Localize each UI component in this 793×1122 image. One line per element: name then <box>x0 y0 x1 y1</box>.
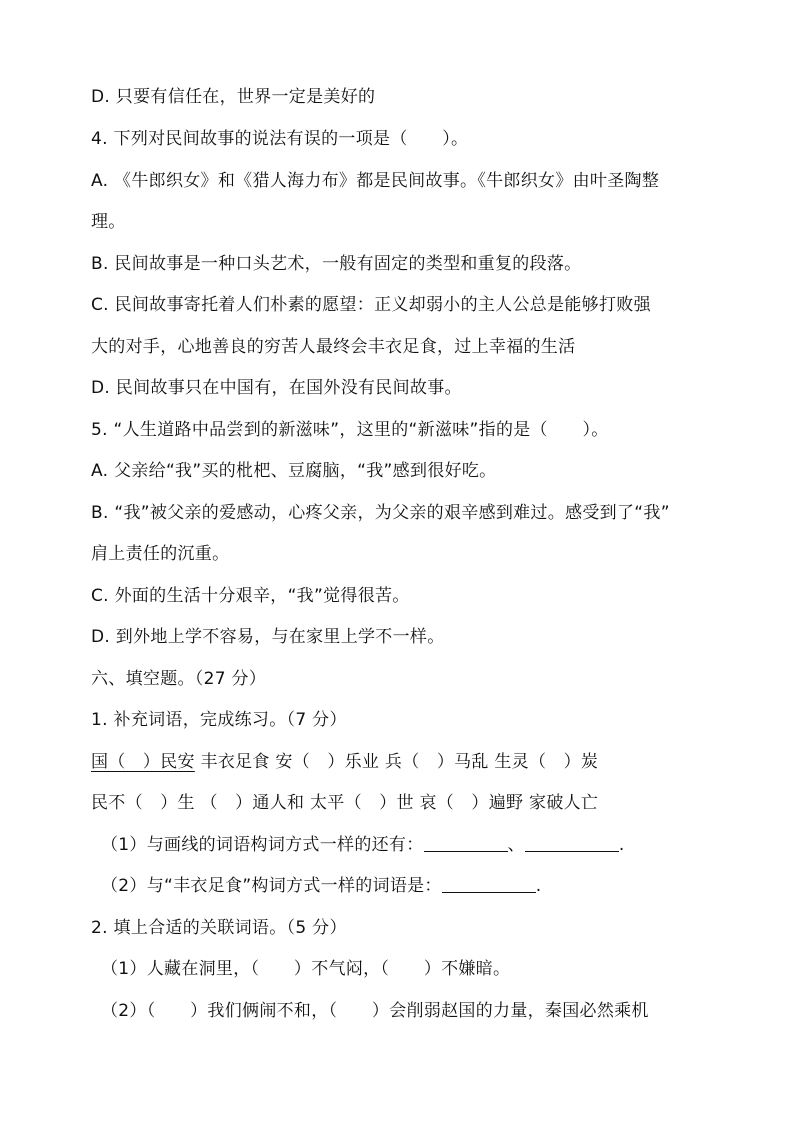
q5-option-c: C. 外面的生活十分艰辛，“我”觉得很苦。 <box>91 586 410 606</box>
q4-option-b: B. 民间故事是一种口头艺术，一般有固定的类型和重复的段落。 <box>91 254 582 274</box>
q5-stem: 5. “人生道路中品尝到的新滋味”，这里的“新滋味”指的是（ ）。 <box>91 420 609 440</box>
answer-blank-3[interactable] <box>442 876 536 893</box>
q5-option-b: B. “我”被父亲的爱感动，心疼父亲，为父亲的艰辛感到难过。感受到了“我” <box>91 503 670 523</box>
words-row1-rest: 丰衣足食 安（ ）乐业 兵（ ）马乱 生灵（ ）炭 <box>194 752 599 772</box>
s6-q2-sub2: （2）（ ）我们俩闹不和，（ ）会削弱赵国的力量，秦国必然乘机 <box>101 1001 649 1021</box>
sub2-end: . <box>535 876 542 896</box>
s6-q1-words-row1 <box>91 751 598 773</box>
q4-option-a: A. 《牛郎织女》和《猎人海力布》都是民间故事。《牛郎织女》由叶圣陶整 <box>91 171 660 191</box>
s6-q1-sub1 <box>101 834 625 856</box>
section6-title: 六、填空题。（27 分） <box>91 669 267 689</box>
s6-q1-words-row2: 民不（ ）生 （ ）通人和 太平（ ）世 哀（ ）遍野 家破人亡 <box>91 793 599 813</box>
sub2-label: （2）与“丰衣足食”构词方式一样的词语是： <box>101 876 442 896</box>
q5-option-a: A. 父亲给“我”买的枇杷、豆腐脑，“我”感到很好吃。 <box>91 461 497 481</box>
underlined-word: 国（ ）民安 <box>91 752 195 772</box>
sub1-end: . <box>618 835 625 855</box>
q5-option-d: D. 到外地上学不容易，与在家里上学不一样。 <box>91 627 445 647</box>
q3-option-d: D. 只要有信任在，世界一定是美好的 <box>91 87 376 107</box>
answer-blank-2[interactable] <box>525 835 619 852</box>
q4-option-c: C. 民间故事寄托着人们朴素的愿望：正义却弱小的主人公总是能够打败强 <box>91 295 651 315</box>
answer-blank-1[interactable] <box>424 835 508 852</box>
s6-q1-stem: 1. 补充词语，完成练习。（7 分） <box>91 710 347 730</box>
sub1-sep: 、 <box>507 835 525 855</box>
q4-stem: 4. 下列对民间故事的说法有误的一项是（ ）。 <box>91 129 469 149</box>
q4-option-a-cont: 理。 <box>91 212 126 232</box>
s6-q2-stem: 2. 填上合适的关联词语。（5 分） <box>91 918 347 938</box>
q4-option-c-cont: 大的对手，心地善良的穷苦人最终会丰衣足食，过上幸福的生活 <box>91 337 576 357</box>
q5-option-b-cont: 肩上责任的沉重。 <box>91 544 230 564</box>
s6-q1-sub2 <box>101 875 541 897</box>
q4-option-d: D. 民间故事只在中国有，在国外没有民间故事。 <box>91 378 462 398</box>
s6-q2-sub1: （1）人藏在洞里，（ ）不气闷，（ ）不嫌暗。 <box>101 959 511 979</box>
sub1-label: （1）与画线的词语构词方式一样的还有： <box>101 835 424 855</box>
